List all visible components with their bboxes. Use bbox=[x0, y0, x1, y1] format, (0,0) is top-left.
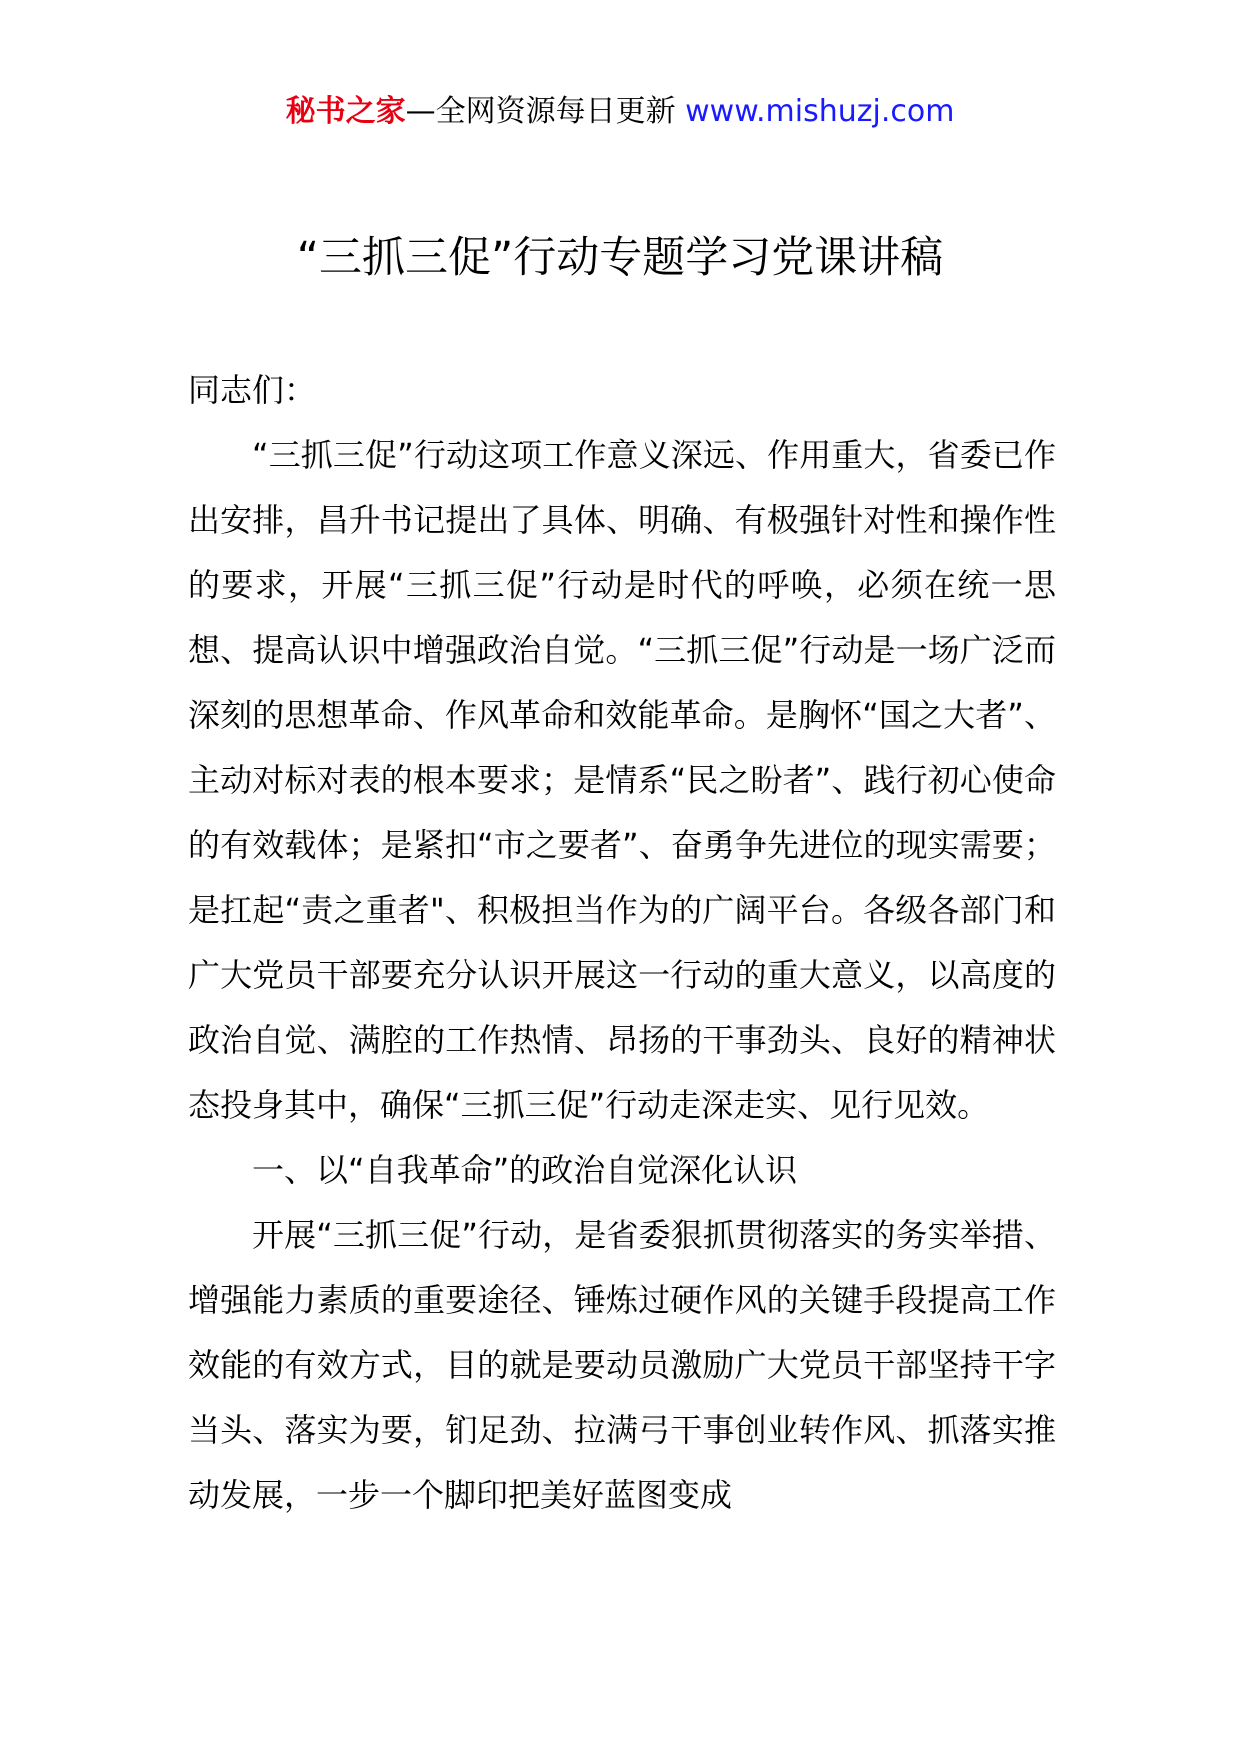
document-title: “三抓三促”行动专题学习党课讲稿 bbox=[296, 233, 944, 283]
paragraph-section-1: 开展“三抓三促”行动，是省委狠抓贯彻落实的务实举措、增强能力素质的重要途径、锤炼过硬作风的关键手段提高工作效能的有效方式，目的就是要动员激励广大党员干部坚持干字当头、落实为要，钔足劲、拉满弓干事创业转作风、抓落实推动发展，一步一个脚印把美好蓝图变成 bbox=[188, 1216, 1056, 1514]
salutation: 同志们： bbox=[188, 371, 317, 409]
paragraph-intro: “三抓三促”行动这项工作意义深远、作用重大，省委已作出安排，昌升书记提出了具体、明确、有极强针对性和操作性的要求，开展“三抓三促”行动是时代的呼唤，必须在统一思想、提高认识中增强政治自觉。“三抓三促”行动是一场广泛而深刻的思想革命、作风革命和效能革命。是胸怀“国之大者”、主动对标对表的根本要求；是情系“民之盼者”、践行初心使命的有效载体；是紧扣“市之要者”、奋勇争先进位的现实需要；是扛起“责之重者"、积极担当作为的广阔平台。各级各部门和广大党员干部要充分认识开展这一行动的重大意义，以高度的政治自觉、满腔的工作热情、昂扬的干事劲头、良好的精神状态投身其中，确保“三抓三促”行动走深走实、见行见效。 bbox=[188, 436, 1056, 1124]
brand-name: 秘书之家 bbox=[285, 94, 406, 129]
header-tagline: —全网资源每日更新 bbox=[405, 94, 676, 129]
section-heading-1: 一、以“自我革命”的政治自觉深化认识 bbox=[252, 1151, 798, 1189]
document-body bbox=[188, 358, 1056, 1528]
site-header bbox=[0, 92, 1240, 132]
site-url-link[interactable]: www.mishuzj.com bbox=[685, 94, 955, 129]
